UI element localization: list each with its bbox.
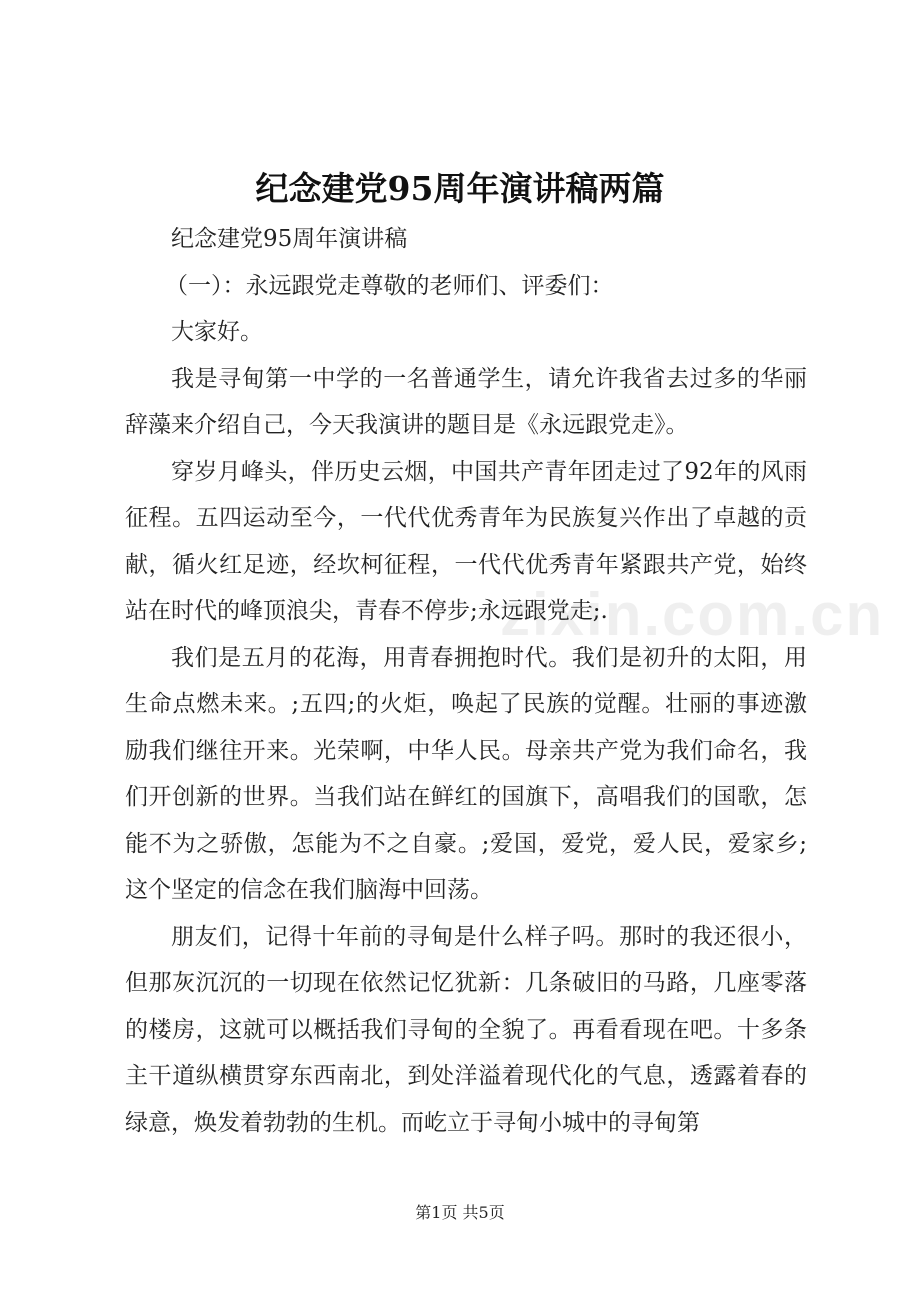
document-title: 纪念建党95周年演讲稿两篇 <box>255 169 665 208</box>
paragraph-intro: 我是寻甸第一中学的一名普通学生，请允许我省去过多的华丽辞藻来介绍自己，今天我演讲的题目是《永远跟党走》。 <box>125 365 807 438</box>
paragraph-hometown: 朋友们，记得十年前的寻甸是什么样子吗。那时的我还很小，但那灰沉沉的一切现在依然记忆犹新：几条破旧的马路，几座零落的楼房，这就可以概括我们寻甸的全貌了。再看看现在吧。十多条主干道纵横贯穿东西南北，到处洋溢着现代化的气息，透露着春的绿意，焕发着勃勃的生机。而屹立于寻甸小城中的寻甸第 <box>125 923 807 1136</box>
paragraph-greeting: 大家好。 <box>171 319 263 345</box>
paragraph-salutation: （一）：永远跟党走尊敬的老师们、评委们： <box>165 272 614 299</box>
page-footer: 第1页 共5页 <box>415 1203 505 1222</box>
paragraph-youth: 我们是五月的花海，用青春拥抱时代。我们是初升的太阳，用生命点燃未来。;五四;的火炬，唤起了民族的觉醒。壮丽的事迹激励我们继往开来。光荣啊，中华人民。母亲共产党为我们命名，我们开创新的世界。当我们站在鲜红的国旗下，高唱我们的国歌，怎能不为之骄傲，怎能为不之自豪。;爱国，爱党，爱人民，爱家乡;这个坚定的信念在我们脑海中回荡。 <box>125 644 807 903</box>
document-body <box>125 216 807 1146</box>
watermark: zixin.com.cn <box>500 581 885 648</box>
paragraph-history: 穿岁月峰头，伴历史云烟，中国共产青年团走过了92年的风雨征程。五四运动至今，一代代优秀青年为民族复兴作出了卓越的贡献，循火红足迹，经坎柯征程，一代代优秀青年紧跟共产党，始终站在时代的峰顶浪尖，青春不停步;永远跟党走;. <box>125 458 807 624</box>
paragraph-subtitle: 纪念建党95周年演讲稿 <box>171 226 408 252</box>
